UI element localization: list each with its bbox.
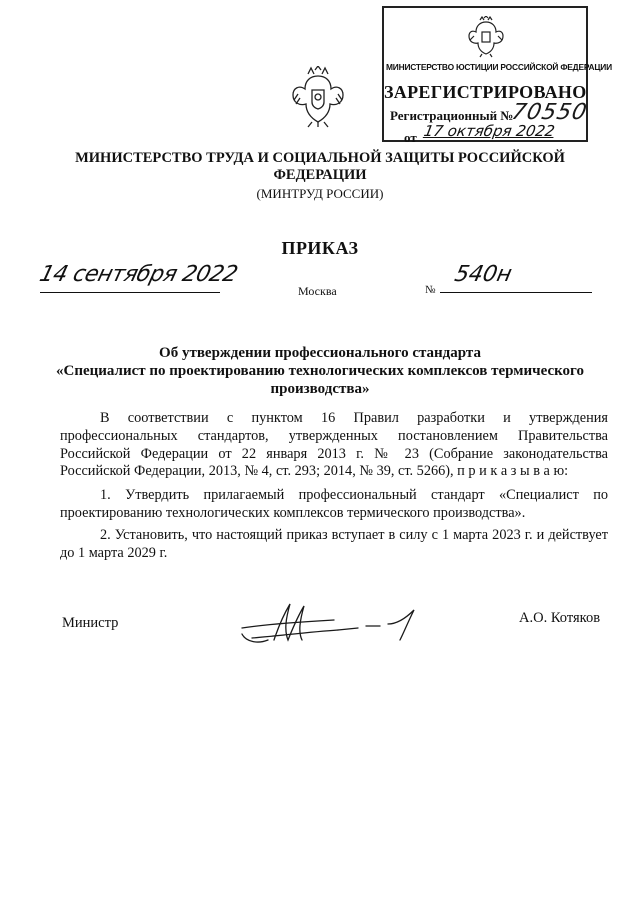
order-item-1: 1. Утвердить прилагаемый профессиональный стандарт «Специалист по проектированию технологических комплексов термического производства».: [60, 487, 608, 521]
order-title-line2: «Специалист по проектированию технологических комплексов термического производства»: [55, 363, 584, 397]
coat-of-arms-icon: [290, 66, 346, 128]
order-number-handwritten: 540н: [452, 262, 515, 287]
registration-stamp: [382, 6, 612, 145]
ministry-name: МИНИСТЕРСТВО ТРУДА И СОЦИАЛЬНОЙ ЗАЩИТЫ РОССИЙСКОЙ ФЕДЕРАЦИИ: [75, 150, 565, 183]
handwritten-signature: [238, 600, 428, 650]
order-city: Москва: [298, 284, 337, 298]
stamp-registered: ЗАРЕГИСТРИРОВАНО: [384, 82, 587, 102]
order-title: [55, 344, 585, 398]
date-underline: [40, 292, 220, 293]
stamp-regdate-value: 17 октября 2022: [422, 122, 557, 140]
order-item-2: 2. Установить, что настоящий приказ вступает в силу с 1 марта 2023 г. и действует до 1 марта 2029 г.: [60, 526, 608, 561]
stamp-regnum-label: Регистрационный №: [390, 108, 514, 123]
stamp-regdate-label: от: [404, 130, 417, 145]
state-emblem-icon: [466, 16, 506, 58]
number-underline: [440, 292, 592, 293]
signer-name: А.О. Котяков: [519, 610, 601, 626]
stamp-regnum-value: 70550: [509, 100, 590, 125]
order-preamble: В соответствии с пунктом 16 Правил разработки и утверждения профессиональных стандартов, утвержденных постановлением Правительства Российской Федерации от 22 января 2013 г. № 23 (Собрание законодательства Российской Федерации, 2013, № 4, ст. 293; 2014, № 39, ст. 5266), п р и к а з ы в а ю:: [60, 410, 608, 480]
stamp-ministry: МИНИСТЕРСТВО ЮСТИЦИИ РОССИЙСКОЙ ФЕДЕРАЦИИ: [386, 62, 612, 72]
order-title-line1: Об утверждении профессионального стандарта: [159, 345, 481, 361]
ministry-short-name: (МИНТРУД РОССИИ): [256, 186, 384, 201]
order-date-handwritten: 14 сентября 2022: [36, 262, 240, 287]
document-type: ПРИКАЗ: [281, 238, 359, 258]
order-number-label: №: [425, 284, 436, 296]
signer-title: Министр: [62, 615, 119, 631]
order-body: [60, 410, 608, 562]
